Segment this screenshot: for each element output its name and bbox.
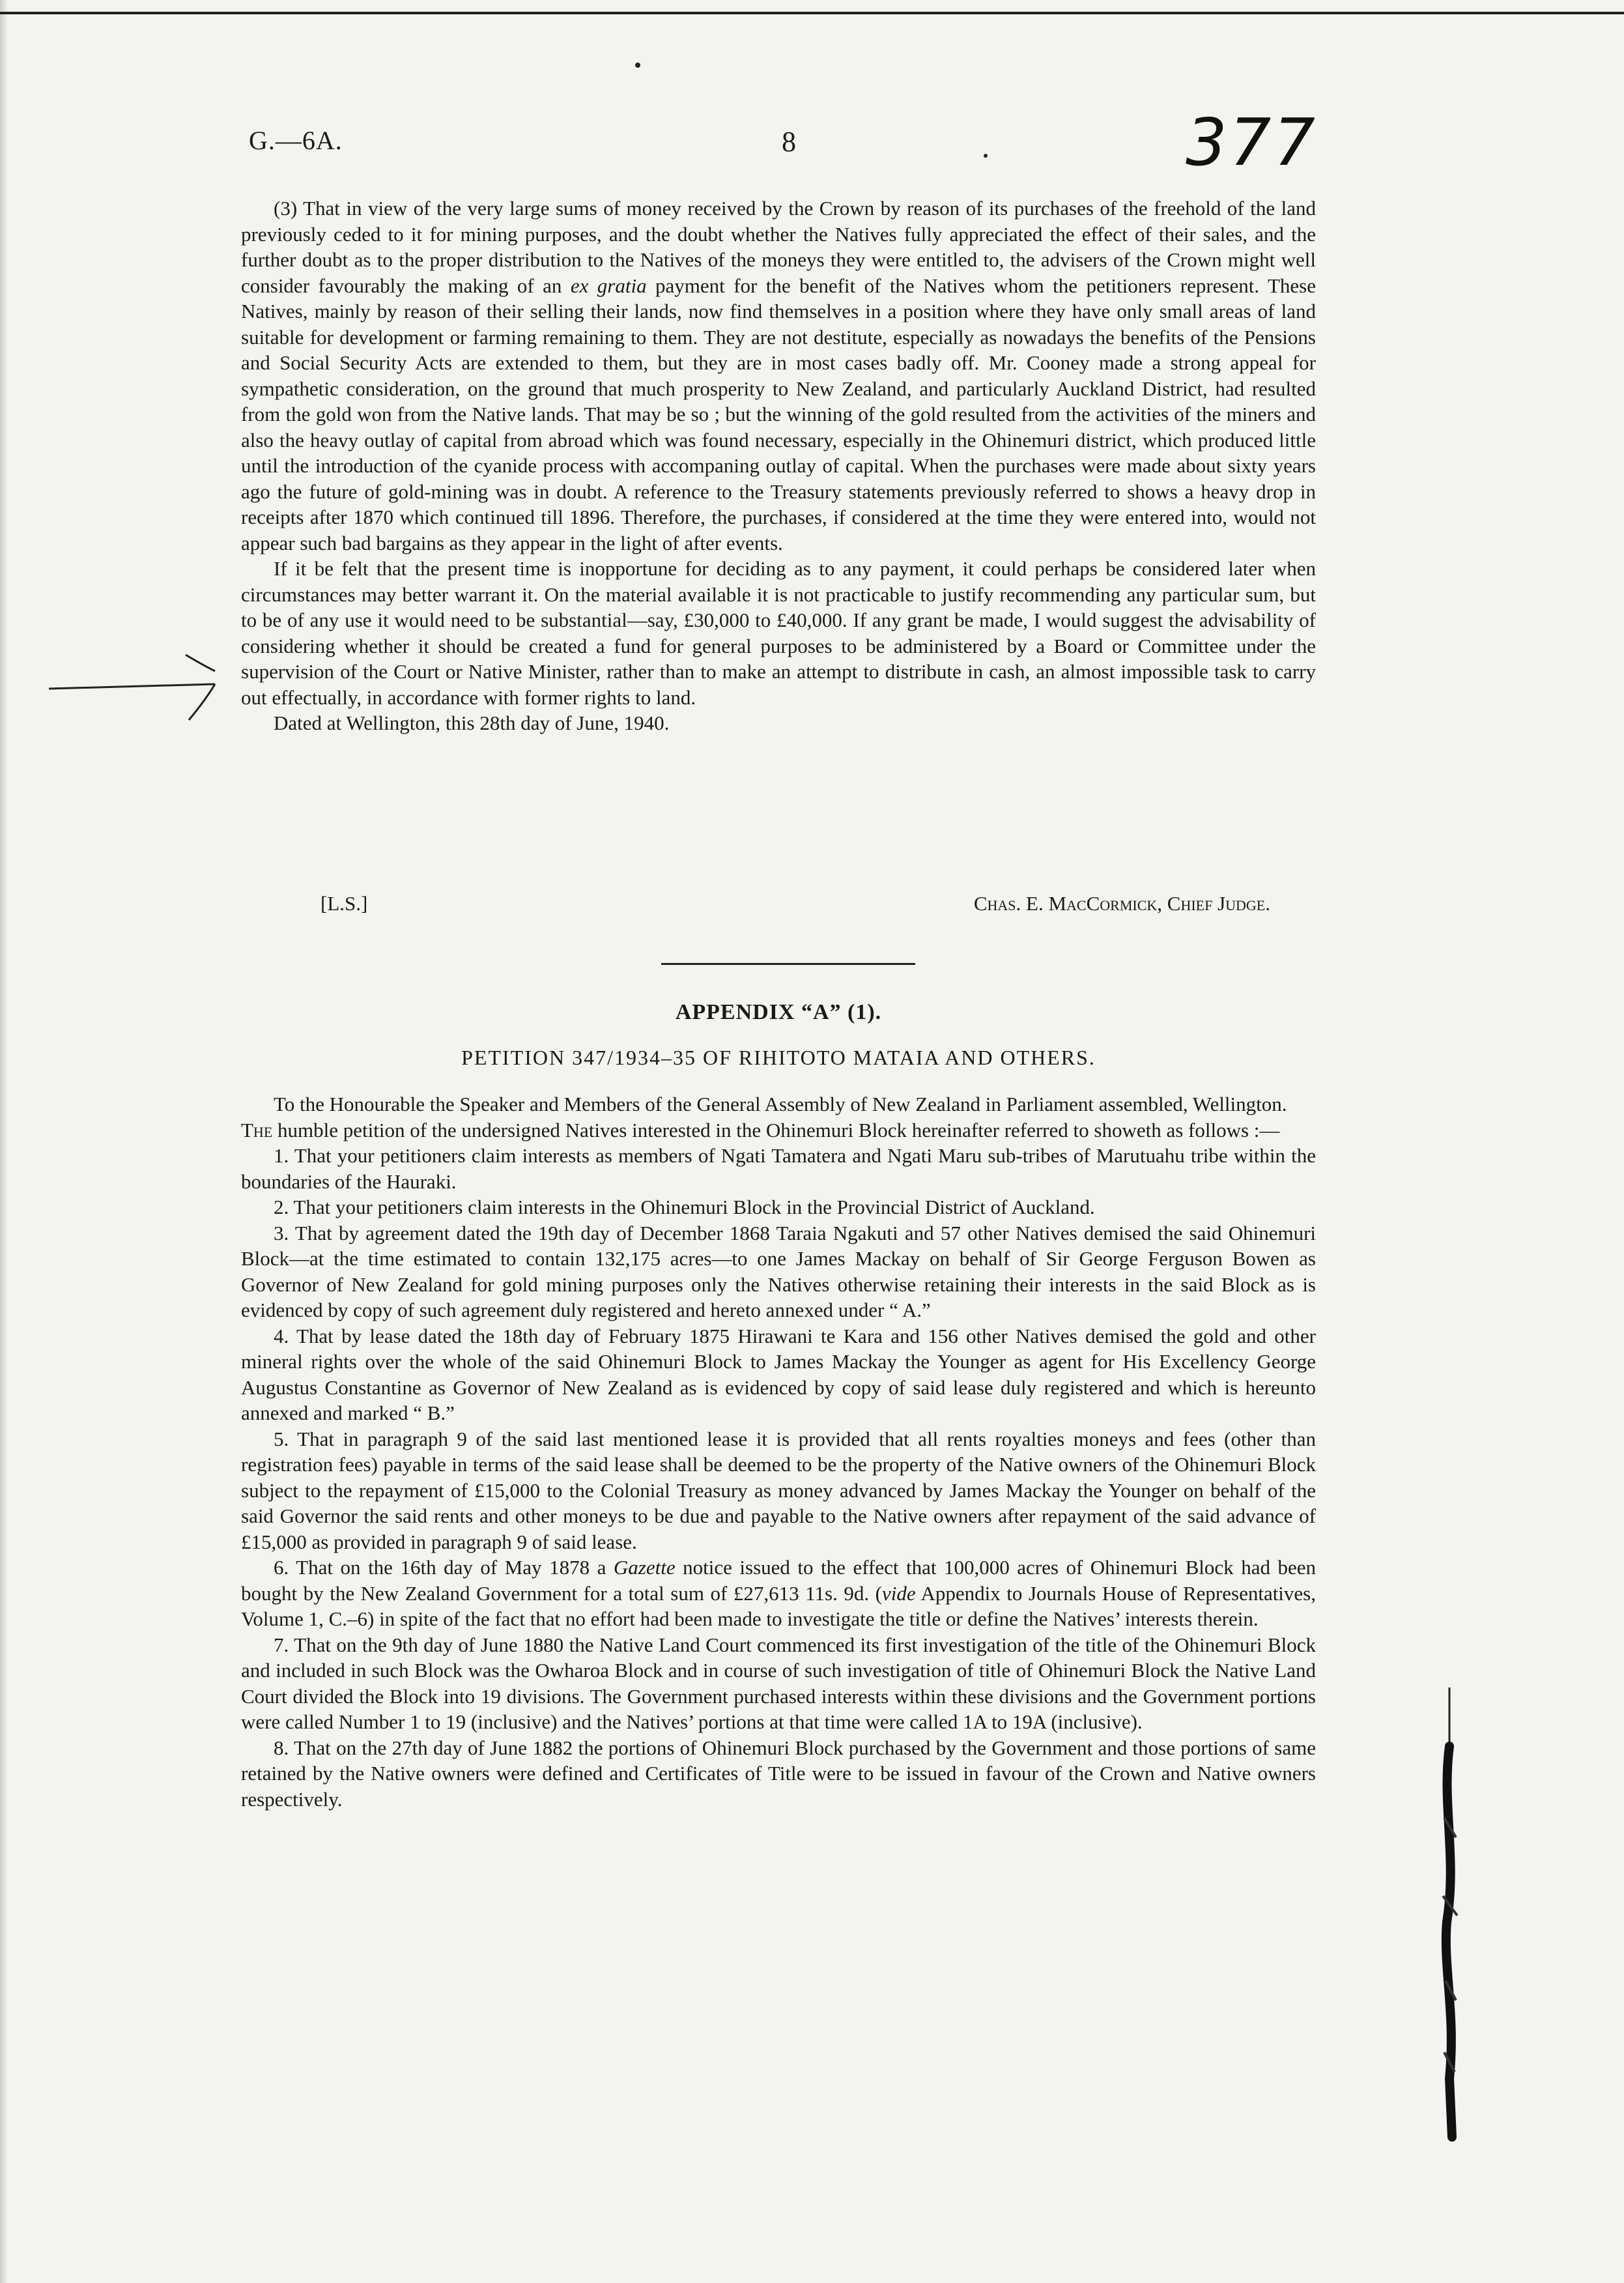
petition-item-7: 7. That on the 9th day of June 1880 the Native Land Court commenced its first investigation of the title of the Ohinemuri Block and included in such Block was the Owharoa Block and in course of such investigation of title of Ohinemuri Block the Native Land Court divided the Block into 19 divisions. The Government purchased interests within these divisions and the Government portions were called Number 1 to 19 (inclusive) and the Natives’ portions at that time were called 1A to 19A (inclusive). bbox=[241, 1633, 1316, 1733]
signature: Chas. E. MacCormick, Chief Judge. bbox=[973, 892, 1270, 915]
appendix-title: APPENDIX “A” (1). bbox=[675, 1000, 882, 1024]
petition-item-1: 1. That your petitioners claim interests as members of Ngati Tamatera and Ngati Maru sub-tribes of Marutuahu tribe within the boundaries of the Hauraki. bbox=[241, 1144, 1316, 1193]
petition-intro: The humble petition of the undersigned Natives interested in the Ohinemuri Block hereinafter referred to showeth as follows :— bbox=[241, 1118, 1280, 1142]
top-rule bbox=[0, 12, 1624, 14]
scan-speck bbox=[635, 63, 640, 68]
petition-item-3: 3. That by agreement dated the 19th day of December 1868 Taraia Ngakuti and 57 other Natives demised the said Ohinemuri Block—at the time estimated to contain 132,175 acres—to one James Mackay on behalf of Sir George Ferguson Bowen as Governor of New Zealand for gold mining purposes only the Natives otherwise retaining their interests in the said Block as is evidenced by copy of such agreement duly registered and hereto annexed under “ A.” bbox=[241, 1221, 1316, 1321]
dated-line: Dated at Wellington, this 28th day of June, 1940. bbox=[274, 711, 670, 734]
scan-edge bbox=[0, 0, 8, 2283]
scan-speck bbox=[984, 154, 988, 158]
handwritten-folio-number: 377 bbox=[1186, 104, 1318, 180]
petition-item-2: 2. That your petitioners claim interests in the Ohinemuri Block in the Provincial District of Auckland. bbox=[274, 1196, 1095, 1218]
petition-item-6: 6. That on the 16th day of May 1878 a Gazette notice issued to the effect that 100,000 acres of Ohinemuri Block had been bought by the New Zealand Government for a total sum of £27,613 11s. 9d. (vide Appendix to Journals House of Representatives, Volume 1, C.–6) in spite of the fact that no effort had been made to investigate the title or define the Natives’ interests therein. bbox=[241, 1556, 1316, 1630]
signature-line bbox=[241, 891, 1316, 917]
paragraph-3: (3) That in view of the very large sums of money received by the Crown by reason of its purchases of the freehold of the land previously ceded to it for mining purposes, and the doubt whether the Natives fully appreciated the effect of their sales, and the further doubt as to the proper distribution to the Natives of the moneys they were entitled to, the advisers of the Crown might well consider favourably the making of an ex gratia payment for the benefit of the Natives whom the petitioners represent. These Natives, mainly by reason of their selling their lands, now find themselves in a position where they have only small areas of land suitable for development or farming remaining to them. They are not destitute, especially as nowadays the benefits of the Pensions and Social Security Acts are extended to them, but they are in most cases badly off. Mr. Cooney made a strong appeal for sympathetic consideration, on the ground that much prosperity to New Zealand, and particularly Auckland District, had resulted from the gold won from the Native lands. That may be so ; but the winning of the gold resulted from the activities of the miners and also the heavy outlay of capital from abroad which was found necessary, especially in the Ohinemuri district, which produced little until the introduction of the cyanide process with accompaning outlay of capital. When the purchases were made about sixty years ago the future of gold-mining was in doubt. A reference to the Treasury statements previously referred to shows a heavy drop in receipts after 1870 which continued till 1896. Therefore, the purchases, if considered at the time they were entered into, would not appear such bad bargains as they appear in the light of after events. bbox=[241, 197, 1317, 554]
petition-item-4: 4. That by lease dated the 18th day of February 1875 Hirawani te Kara and 156 other Natives demised the gold and other mineral rights over the whole of the said Ohinemuri Block to James Mackay the Younger as agent for His Excellency George Augustus Constantine as Governor of New Zealand as is evidenced by copy of said lease duly registered and which is hereunto annexed and marked “ B.” bbox=[241, 1324, 1316, 1424]
petition-item-5: 5. That in paragraph 9 of the said last mentioned lease it is provided that all rents royalties moneys and fees (other than registration fees) payable in terms of the said lease shall be deemed to be the property of the Native owners of the Ohinemuri Block subject to the repayment of £15,000 to the Colonial Treasury as money advanced by James Mackay the Younger on behalf of the said Governor the said rents and other moneys to be due and payable to the Native owners after repayment of the said advance of £15,000 as provided in paragraph 9 of said lease. bbox=[241, 1427, 1316, 1553]
series-reference: G.—6A. bbox=[249, 126, 343, 155]
petition-item-8: 8. That on the 27th day of June 1882 the portions of Ohinemuri Block purchased by the Government and those portions of same retained by the Native owners were defined and Certificates of Title were to be issued in favour of the Crown and Native owners respectively. bbox=[241, 1736, 1316, 1811]
petition-title: PETITION 347/1934–35 OF RIHITOTO MATAIA AND OTHERS. bbox=[461, 1046, 1096, 1069]
seal-mark: [L.S.] bbox=[321, 892, 368, 915]
page-number: 8 bbox=[782, 126, 796, 158]
report-body bbox=[241, 195, 1316, 736]
petition-body bbox=[241, 1091, 1316, 1812]
section-divider bbox=[661, 963, 915, 965]
margin-stamp-mark bbox=[1430, 1687, 1469, 2144]
margin-arrow-mark bbox=[49, 648, 218, 726]
petition-address: To the Honourable the Speaker and Members of the General Assembly of New Zealand in Parliament assembled, Wellington. bbox=[274, 1093, 1287, 1115]
paragraph-4: If it be felt that the present time is inopportune for deciding as to any payment, it could perhaps be considered later when circumstances may better warrant it. On the material available it is not practicable to justify recommending any particular sum, but to be of any use it would need to be substantial—say, £30,000 to £40,000. If any grant be made, I would suggest the advisability of considering whether it should be created a fund for general purposes to be administered by a Board or Committee under the supervision of the Court or Native Minister, rather than to make an attempt to distribute in cash, an almost impossible task to carry out effectually, in accordance with former rights to land. bbox=[241, 557, 1316, 709]
